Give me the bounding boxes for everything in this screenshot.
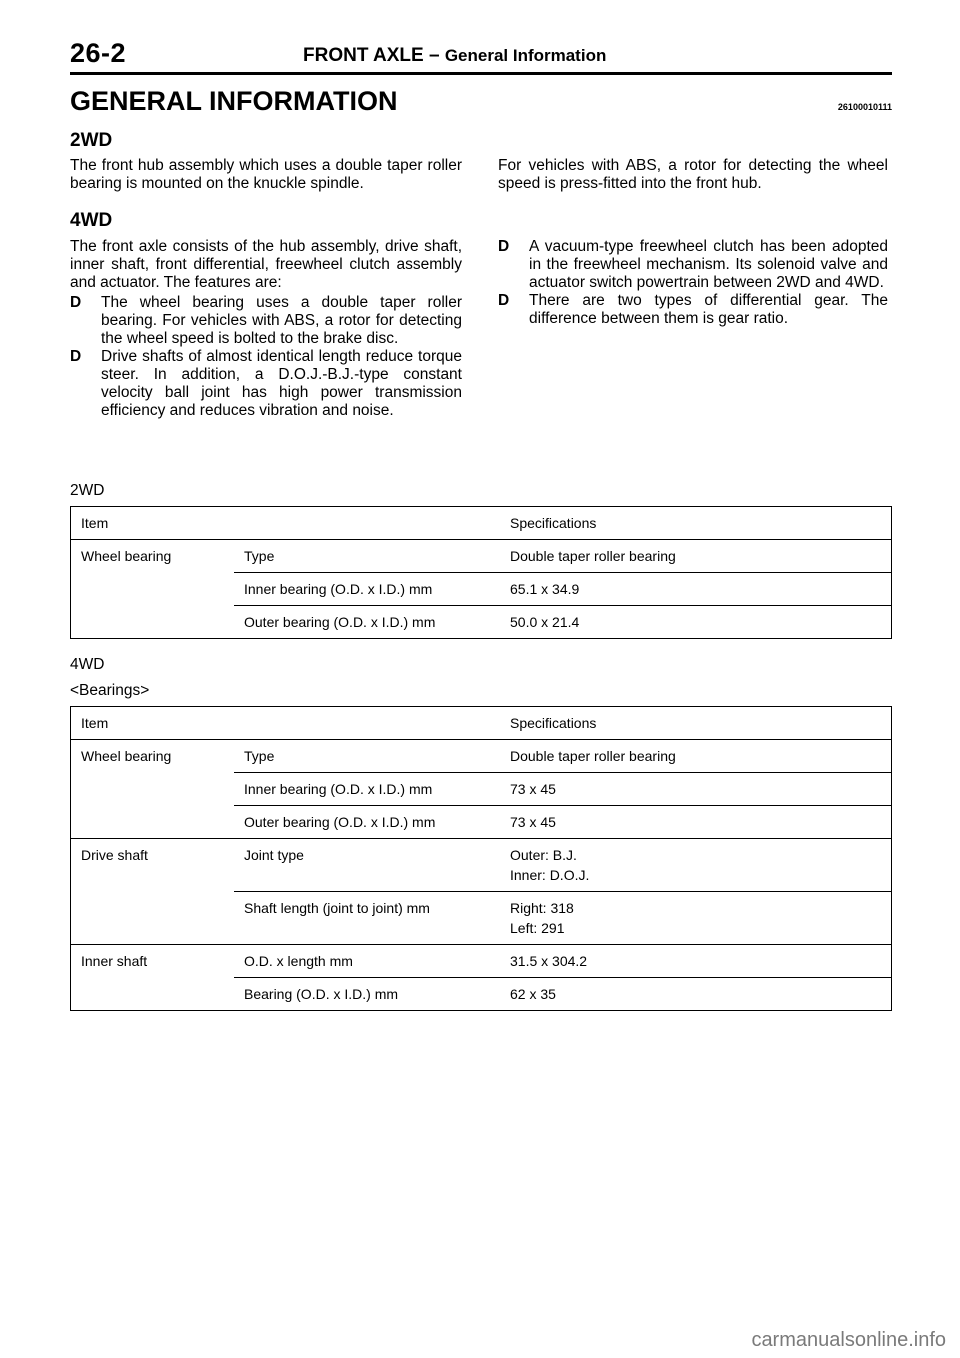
- sub-item-cell: Type: [234, 540, 500, 573]
- paragraph-2wd-left: The front hub assembly which uses a double taper roller bearing is mounted on the knuckle spindle.: [70, 157, 462, 192]
- table-row: [71, 806, 892, 839]
- spec-line: Left: 291: [510, 920, 565, 936]
- table-header-row: [71, 507, 892, 540]
- spec-cell: 31.5 x 304.2: [500, 945, 892, 978]
- spec-line: Right: 318: [510, 900, 574, 916]
- group-cell-empty: [71, 892, 235, 945]
- spec-table-4wd: [70, 706, 892, 1011]
- sub-item-cell: Inner bearing (O.D. x I.D.) mm: [234, 773, 500, 806]
- section-title: GENERAL INFORMATION: [70, 86, 398, 116]
- spec-cell: [500, 892, 892, 945]
- spec-cell: [500, 839, 892, 892]
- table-row: [71, 892, 892, 945]
- bullet-icon: D: [70, 294, 82, 311]
- list-item: [70, 348, 462, 420]
- spec-line: Outer: B.J.: [510, 847, 577, 863]
- group-cell: Wheel bearing: [71, 740, 235, 773]
- bullet-icon: D: [498, 292, 510, 309]
- sub-item-cell: Outer bearing (O.D. x I.D.) mm: [234, 806, 500, 839]
- header-title-sub: General Information: [444, 46, 607, 65]
- bullet-text: Drive shafts of almost identical length reduce torque steer. In addition, a D.O.J.-B.J.-type constant velocity ball joint has high power transmission efficiency and reduces vibration and noise.: [101, 348, 462, 419]
- group-cell-empty: [71, 806, 235, 839]
- spec-cell: Double taper roller bearing: [500, 740, 892, 773]
- group-cell: Inner shaft: [71, 945, 235, 978]
- spec-table-2wd: [70, 506, 892, 639]
- table-2wd-label: 2WD: [70, 482, 105, 499]
- group-cell-empty: [71, 573, 235, 606]
- sub-item-cell: O.D. x length mm: [234, 945, 500, 978]
- sub-item-cell: Bearing (O.D. x I.D.) mm: [234, 978, 500, 1011]
- header-item: Item: [71, 507, 501, 540]
- table-row: [71, 573, 892, 606]
- table-row: [71, 740, 892, 773]
- sub-item-cell: Shaft length (joint to joint) mm: [234, 892, 500, 945]
- paragraph-4wd-intro: The front axle consists of the hub assembly, drive shaft, inner shaft, front differential, freewheel clutch assembly and actuator. The features are:: [70, 238, 462, 291]
- bullet-text: A vacuum-type freewheel clutch has been adopted in the freewheel mechanism. Its solenoid valve and actuator switch powertrain between 2WD and 4WD.: [529, 238, 888, 291]
- table-row: [71, 978, 892, 1011]
- header-title-main: FRONT AXLE –: [303, 45, 440, 66]
- spec-cell: 62 x 35: [500, 978, 892, 1011]
- list-item: [498, 292, 888, 328]
- paragraph-2wd-right: For vehicles with ABS, a rotor for detecting the wheel speed is press-fitted into the front hub.: [498, 157, 888, 192]
- sub-item-cell: Inner bearing (O.D. x I.D.) mm: [234, 573, 500, 606]
- section-code: 26100010111: [837, 102, 892, 112]
- table-header-row: [71, 707, 892, 740]
- bullet-list-right: [498, 238, 888, 328]
- sub-item-cell: Outer bearing (O.D. x I.D.) mm: [234, 606, 500, 639]
- bullet-icon: D: [498, 238, 510, 255]
- table-row: [71, 773, 892, 806]
- list-item: [498, 238, 888, 292]
- group-cell-empty: [71, 978, 235, 1011]
- group-cell-empty: [71, 773, 235, 806]
- bullet-text: There are two types of differential gear. The difference between them is gear ratio.: [529, 292, 888, 327]
- table-4wd-sublabel: <Bearings>: [70, 682, 150, 699]
- header-rule: [70, 72, 892, 75]
- watermark: carmanualsonline.info: [751, 1329, 946, 1351]
- list-item: [70, 294, 462, 348]
- table-row: [71, 606, 892, 639]
- header-spec: Specifications: [500, 707, 892, 740]
- heading-2wd: 2WD: [70, 130, 113, 151]
- sub-item-cell: Joint type: [234, 839, 500, 892]
- group-cell: Wheel bearing: [71, 540, 235, 573]
- table-row: [71, 945, 892, 978]
- spec-cell: 50.0 x 21.4: [500, 606, 892, 639]
- bullet-list-left: [70, 294, 462, 420]
- table-4wd-label: 4WD: [70, 656, 105, 673]
- spec-cell: 73 x 45: [500, 773, 892, 806]
- page-number: 26-2: [70, 38, 127, 68]
- bullet-icon: D: [70, 348, 82, 365]
- spec-line: Inner: D.O.J.: [510, 867, 590, 883]
- bullet-text: The wheel bearing uses a double taper roller bearing. For vehicles with ABS, a rotor for detecting the wheel speed is bolted to the brake disc.: [101, 294, 462, 347]
- spec-cell: Double taper roller bearing: [500, 540, 892, 573]
- table-row: [71, 839, 892, 892]
- spec-cell: 65.1 x 34.9: [500, 573, 892, 606]
- heading-4wd: 4WD: [70, 210, 113, 231]
- table-row: [71, 540, 892, 573]
- page-header-title: [303, 45, 606, 67]
- spec-cell: 73 x 45: [500, 806, 892, 839]
- group-cell: Drive shaft: [71, 839, 235, 892]
- header-item: Item: [71, 707, 501, 740]
- sub-item-cell: Type: [234, 740, 500, 773]
- header-spec: Specifications: [500, 507, 892, 540]
- group-cell-empty: [71, 606, 235, 639]
